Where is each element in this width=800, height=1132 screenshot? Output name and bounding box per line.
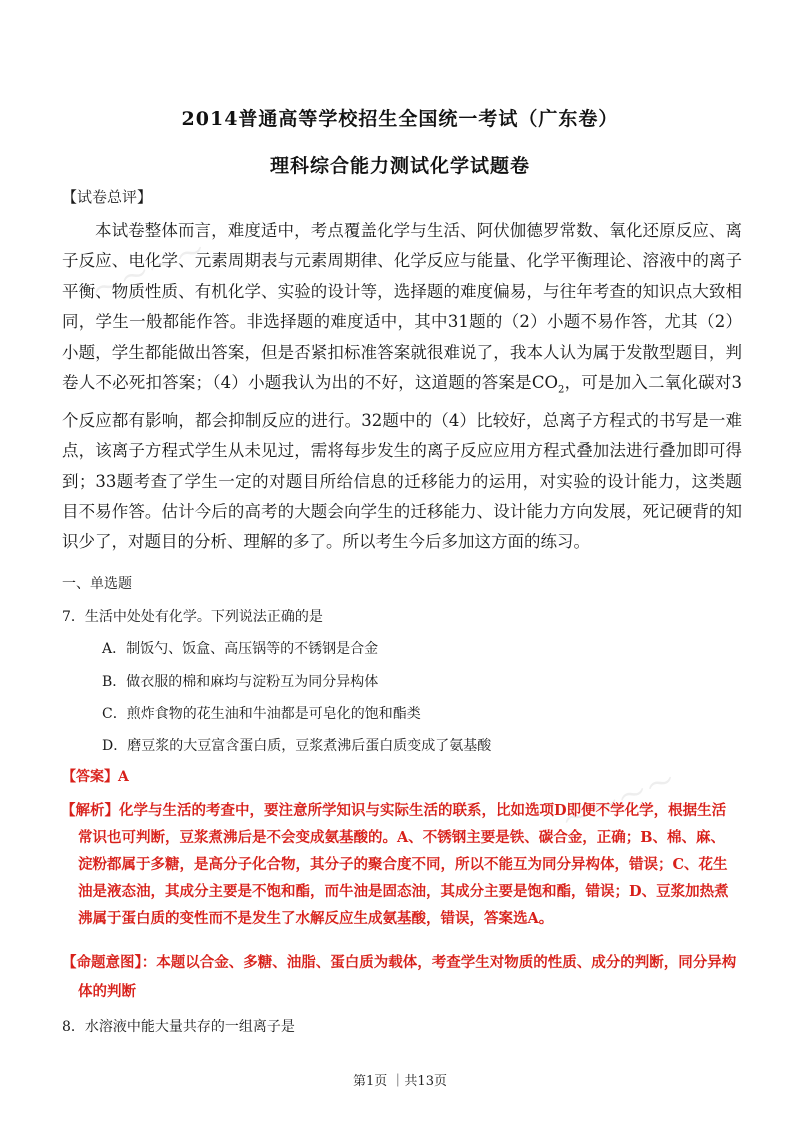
question-7-option-a: A．制饭勺、饭盒、高压锅等的不锈钢是合金 <box>102 641 379 657</box>
review-paragraph <box>62 216 742 558</box>
analysis-text: 化学与生活的考查中，要注意所学知识与实际生活的联系，比如选项D即便不学化学，根据生活常识也可判断，豆浆煮沸后是不会变成氨基酸的。A、不锈钢主要是铁、碳合金，正确；B、棉、麻、淀粉都属于多糖，是高分子化合物，其分子的聚合度不同，所以不能互为同分异构体，错误；C、花生油是液态油，其成分主要是不饱和酯，而牛油是固态油，其成分主要是饱和酯，错误；D、豆浆加热煮沸属于蛋白质的变性而不是发生了水解反应生成氨基酸，错误，答案选A。 <box>78 802 729 927</box>
review-text-part-1: 本试卷整体而言，难度适中，考点覆盖化学与生活、阿伏伽德罗常数、氧化还原反应、离子反应、电化学、元素周期表与元素周期律、化学反应与能量、化学平衡理论、溶液中的离子平衡、物质性质、有机化学、实验的设计等，选择题的难度偏易，与往年考查的知识点大致相同，学生一般都能作答。非选择题的难度适中，其中31题的（2）小题不易作答，尤其（2）小题，学生都能做出答案，但是否紧扣标准答案就很难说了，我本人认为属于发散型题目，判卷人不必死扣答案；（4）小题我认为出的不好，这道题的答案是CO <box>62 221 742 393</box>
section-title: 一、单选题 <box>62 576 132 592</box>
page-footer: 第1页 ｜共13页 <box>353 1074 447 1089</box>
answer-label: 【答案】A <box>62 769 129 785</box>
review-text-part-2: ，可是加入二氧化碳对3个反应都有影响，都会抑制反应的进行。32题中的（4）比较好，总离子方程式的书写是一难点，该离子方程式学生从未见过，需将每步发生的离子反应应用方程式叠加法进行叠加即可得到；33题考查了学生一定的对题目所给信息的迁移能力的运用，对实验的设计能力，这类题目不易作答。估计今后的高考的大题会向学生的迁移能力、设计能力方向发展，死记硬背的知识少了，对题目的分析、理解的多了。所以考生今后多加这方面的练习。 <box>62 373 742 552</box>
question-7-option-b: B．做衣服的棉和麻均与淀粉互为同分异构体 <box>102 674 379 690</box>
review-heading: 【试卷总评】 <box>62 188 153 206</box>
review-subscript: 2 <box>558 384 565 396</box>
question-7-option-c: C．煎炸食物的花生油和牛油都是可皂化的饱和酯类 <box>102 706 421 722</box>
question-7-stem: 7．生活中处处有化学。下列说法正确的是 <box>62 609 323 625</box>
title-line-1: 2014普通高等学校招生全国统一考试（广东卷） <box>181 108 619 130</box>
intent-text: 本题以合金、多糖、油脂、蛋白质为载体，考查学生对物质的性质、成分的判断，同分异构体的判断 <box>78 954 737 1000</box>
watermark: ～～～～ <box>89 234 213 308</box>
analysis-label: 【解析】 <box>61 802 119 819</box>
analysis-block <box>61 797 738 932</box>
intent-label: 【命题意图】： <box>62 954 157 971</box>
question-8-stem: 8．水溶液中能大量共存的一组离子是 <box>62 1019 295 1035</box>
title-line-2: 理科综合能力测试化学试题卷 <box>269 155 530 177</box>
intent-block <box>62 948 738 1006</box>
watermark: ～～～～ <box>559 764 683 838</box>
question-7-option-d: D．磨豆浆的大豆富含蛋白质，豆浆煮沸后蛋白质变成了氨基酸 <box>102 738 492 754</box>
